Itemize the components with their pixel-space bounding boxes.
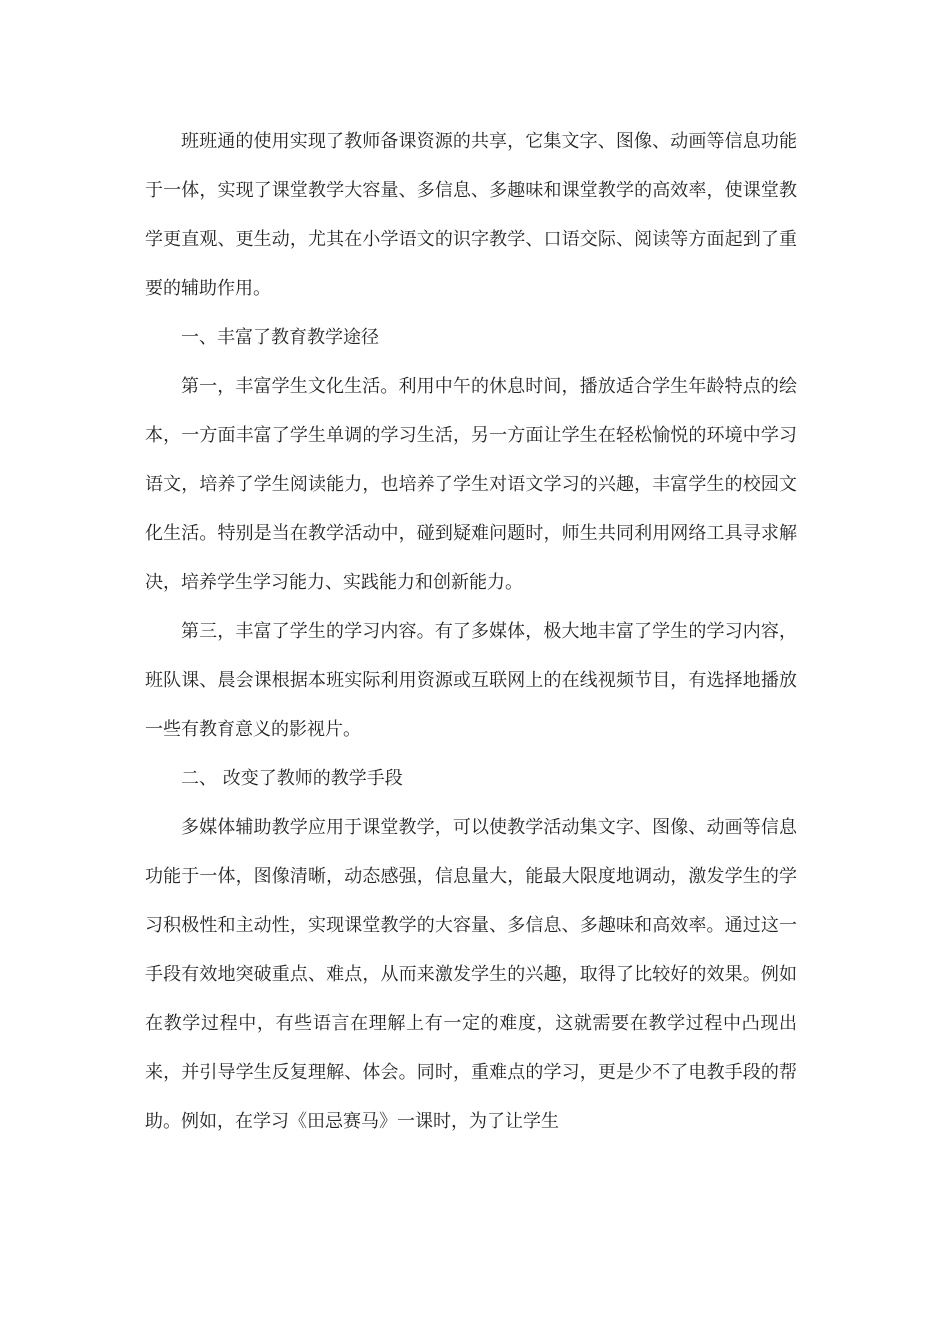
paragraph-third-point: 第三，丰富了学生的学习内容。有了多媒体，极大地丰富了学生的学习内容，班队课、晨会课根据本班实际利用资源或互联网上的在线视频节目，有选择地播放一些有教育意义的影视片。 [145, 621, 797, 740]
section-heading-2: 二、 改变了教师的教学手段 [181, 768, 403, 789]
paragraph-intro: 班班通的使用实现了教师备课资源的共享，它集文字、图像、动画等信息功能于一体，实现了课堂教学大容量、多信息、多趣味和课堂教学的高效率，使课堂教学更直观、更生动，尤其在小学语文的识字教学、口语交际、阅读等方面起到了重要的辅助作用。 [145, 131, 797, 299]
paragraph-multimedia: 多媒体辅助教学应用于课堂教学，可以使教学活动集文字、图像、动画等信息功能于一体，图像清晰，动态感强，信息量大，能最大限度地调动，激发学生的学习积极性和主动性，实现课堂教学的大容量、多信息、多趣味和高效率。通过这一手段有效地突破重点、难点，从而来激发学生的兴趣，取得了比较好的效果。例如在教学过程中，有些语言在理解上有一定的难度，这就需要在教学过程中凸现出来，并引导学生反复理解、体会。同时，重难点的学习，更是少不了电教手段的帮助。例如，在学习《田忌赛马》一课时，为了让学生 [145, 817, 797, 1132]
section-heading-1: 一、丰富了教育教学途径 [181, 327, 379, 348]
document-body [145, 117, 797, 1146]
paragraph-first-point: 第一，丰富学生文化生活。利用中午的休息时间，播放适合学生年龄特点的绘本，一方面丰富了学生单调的学习生活，另一方面让学生在轻松愉悦的环境中学习语文，培养了学生阅读能力，也培养了学生对语文学习的兴趣，丰富学生的校园文化生活。特别是当在教学活动中，碰到疑难问题时，师生共同利用网络工具寻求解决，培养学生学习能力、实践能力和创新能力。 [145, 376, 797, 593]
